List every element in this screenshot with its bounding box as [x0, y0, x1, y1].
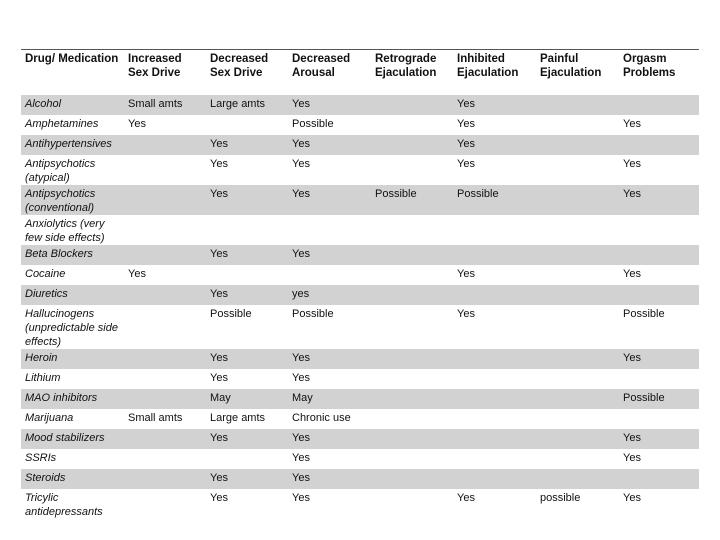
table-cell — [536, 349, 619, 369]
table-row — [21, 349, 699, 369]
table-cell: Yes — [128, 268, 146, 280]
table-cell: Yes — [457, 158, 475, 170]
table-cell: Yes — [623, 452, 641, 464]
drug-name-cell: MAO inhibitors — [21, 389, 124, 409]
table-row — [21, 369, 699, 389]
drug-name-cell: Heroin — [21, 349, 124, 369]
drug-name-cell: Hallucinogens (unpredictable side effects) — [25, 308, 118, 348]
table-cell — [206, 449, 288, 469]
table-row — [21, 429, 699, 449]
table-cell — [536, 245, 619, 265]
table-cell — [619, 215, 699, 245]
table-cell: Yes — [206, 185, 288, 215]
table-cell — [371, 389, 453, 409]
table-cell: Yes — [288, 185, 371, 215]
table-cell — [124, 369, 206, 389]
table-row — [21, 245, 699, 265]
table-cell: Yes — [288, 429, 371, 449]
table-cell: Yes — [206, 135, 288, 155]
table-cell — [453, 389, 536, 409]
table-cell: Yes — [453, 135, 536, 155]
table-cell — [124, 349, 206, 369]
drug-name-cell: SSRIs — [25, 452, 57, 464]
column-header: Orgasm Problems — [619, 50, 699, 96]
table-cell — [124, 285, 206, 305]
table-cell: Possible — [292, 118, 334, 130]
table-cell: Yes — [457, 492, 475, 504]
table-cell: Yes — [206, 285, 288, 305]
table-row — [21, 185, 699, 215]
table-cell — [371, 155, 453, 185]
table-cell: Yes — [457, 118, 475, 130]
table-cell: Yes — [457, 308, 475, 320]
table-cell — [619, 469, 699, 489]
table-cell — [619, 245, 699, 265]
table-cell — [453, 349, 536, 369]
table-cell — [371, 305, 453, 349]
table-cell: Yes — [619, 429, 699, 449]
table-cell: Yes — [292, 158, 310, 170]
table-cell — [619, 135, 699, 155]
table-cell — [536, 429, 619, 449]
table-cell: possible — [540, 492, 581, 504]
table-cell — [536, 285, 619, 305]
table-cell — [536, 185, 619, 215]
table-cell: Possible — [453, 185, 536, 215]
drug-side-effects-table — [21, 49, 699, 519]
table-cell: May — [288, 389, 371, 409]
table-cell — [453, 469, 536, 489]
table-row — [21, 449, 699, 469]
table-cell — [124, 469, 206, 489]
table-cell — [536, 305, 619, 349]
column-header: Decreased Arousal — [288, 50, 371, 96]
column-header: Inhibited Ejaculation — [453, 50, 536, 96]
table-cell — [288, 215, 371, 245]
table-body — [21, 95, 699, 519]
table-cell — [536, 389, 619, 409]
table-cell — [536, 135, 619, 155]
table-cell: Yes — [457, 268, 475, 280]
table-row — [21, 489, 699, 519]
table-cell: May — [206, 389, 288, 409]
table-cell — [206, 265, 288, 285]
drug-name-cell: Tricylic antidepressants — [25, 492, 103, 518]
table-cell — [206, 215, 288, 245]
table-cell: Yes — [292, 372, 310, 384]
table-cell — [536, 449, 619, 469]
drug-name-cell: Anxiolytics (very few side effects) — [25, 218, 105, 244]
table-row — [21, 389, 699, 409]
drug-name-cell: Beta Blockers — [21, 245, 124, 265]
table-header-row — [21, 50, 699, 96]
table-cell — [619, 369, 699, 389]
table-cell: Yes — [623, 268, 641, 280]
table-cell: Yes — [206, 429, 288, 449]
table-cell — [124, 185, 206, 215]
table-row — [21, 305, 699, 349]
column-header: Increased Sex Drive — [124, 50, 206, 96]
table-cell — [453, 449, 536, 469]
table-cell — [371, 215, 453, 245]
table-cell — [453, 409, 536, 429]
table-cell: Possible — [623, 308, 665, 320]
table-cell — [371, 369, 453, 389]
drug-name-cell: Antipsychotics (conventional) — [21, 185, 124, 215]
table-cell — [124, 305, 206, 349]
table-cell: Small amts — [124, 95, 206, 115]
table-cell: Large amts — [210, 412, 266, 424]
table-cell: Yes — [128, 118, 146, 130]
table-cell — [124, 449, 206, 469]
table-cell: Yes — [210, 372, 228, 384]
table-cell — [536, 155, 619, 185]
drug-name-cell: Amphetamines — [25, 118, 99, 130]
drug-name-cell: Diuretics — [21, 285, 124, 305]
table-cell: Small amts — [128, 412, 183, 424]
drug-name-cell: Steroids — [21, 469, 124, 489]
column-header: Painful Ejaculation — [536, 50, 619, 96]
table-cell — [619, 285, 699, 305]
drug-name-cell: Antihypertensives — [21, 135, 124, 155]
table-cell: Chronic use — [292, 412, 351, 424]
table-cell — [371, 95, 453, 115]
drug-name-cell: Antipsychotics (atypical) — [25, 158, 96, 184]
table-cell — [453, 369, 536, 389]
table-cell: Possible — [371, 185, 453, 215]
table-row — [21, 285, 699, 305]
drug-name-cell: Alcohol — [21, 95, 124, 115]
table-cell — [536, 115, 619, 135]
table-cell — [536, 469, 619, 489]
table-row — [21, 265, 699, 285]
table-cell: Yes — [288, 245, 371, 265]
table-cell — [453, 215, 536, 245]
table-cell: Possible — [619, 389, 699, 409]
table-cell: Yes — [288, 135, 371, 155]
table-cell — [371, 429, 453, 449]
table-cell — [124, 389, 206, 409]
table-cell: Yes — [206, 245, 288, 265]
table-row — [21, 409, 699, 429]
table-cell: Yes — [623, 158, 641, 170]
table-cell — [536, 95, 619, 115]
table-cell — [619, 95, 699, 115]
table-cell: Yes — [292, 492, 310, 504]
table-cell — [124, 489, 206, 519]
table-cell — [371, 489, 453, 519]
table-cell — [124, 429, 206, 449]
table-cell — [206, 115, 288, 135]
column-header: Drug/ Medication — [21, 50, 124, 96]
table-cell — [536, 369, 619, 389]
table-cell — [371, 349, 453, 369]
table-row — [21, 95, 699, 115]
table-cell — [371, 469, 453, 489]
table-cell: Yes — [292, 452, 310, 464]
table-cell: Possible — [210, 308, 252, 320]
table-cell: Yes — [623, 492, 641, 504]
column-header: Decreased Sex Drive — [206, 50, 288, 96]
table-row — [21, 215, 699, 245]
table-cell: Yes — [210, 158, 228, 170]
table-cell — [536, 265, 619, 285]
table-cell — [536, 409, 619, 429]
table-cell — [288, 265, 371, 285]
table-cell — [371, 245, 453, 265]
table-cell: Yes — [206, 469, 288, 489]
drug-name-cell: Marijuana — [25, 412, 74, 424]
table-cell: Yes — [453, 95, 536, 115]
table-cell: yes — [288, 285, 371, 305]
table-row — [21, 135, 699, 155]
table-cell: Yes — [619, 349, 699, 369]
table-cell: Yes — [623, 118, 641, 130]
table-cell: Yes — [288, 95, 371, 115]
table-cell: Large amts — [206, 95, 288, 115]
table-cell — [453, 285, 536, 305]
table-row — [21, 469, 699, 489]
table-cell — [124, 215, 206, 245]
table-cell — [124, 155, 206, 185]
table-cell — [371, 409, 453, 429]
table-cell: Yes — [288, 469, 371, 489]
table-cell — [371, 265, 453, 285]
drug-name-cell: Lithium — [25, 372, 61, 384]
table-cell — [124, 245, 206, 265]
table-row — [21, 115, 699, 135]
table-cell — [371, 115, 453, 135]
table-cell: Possible — [292, 308, 334, 320]
column-header: Retrograde Ejaculation — [371, 50, 453, 96]
table-cell — [371, 449, 453, 469]
table-cell: Yes — [619, 185, 699, 215]
table-cell — [536, 215, 619, 245]
table-cell — [453, 429, 536, 449]
drug-name-cell: Cocaine — [25, 268, 66, 280]
table-cell — [619, 409, 699, 429]
table-cell: Yes — [206, 349, 288, 369]
drug-name-cell: Mood stabilizers — [21, 429, 124, 449]
table-cell — [453, 245, 536, 265]
table-cell — [371, 135, 453, 155]
table-cell — [124, 135, 206, 155]
table-cell — [371, 285, 453, 305]
table-cell: Yes — [210, 492, 228, 504]
table-cell: Yes — [288, 349, 371, 369]
table-row — [21, 155, 699, 185]
